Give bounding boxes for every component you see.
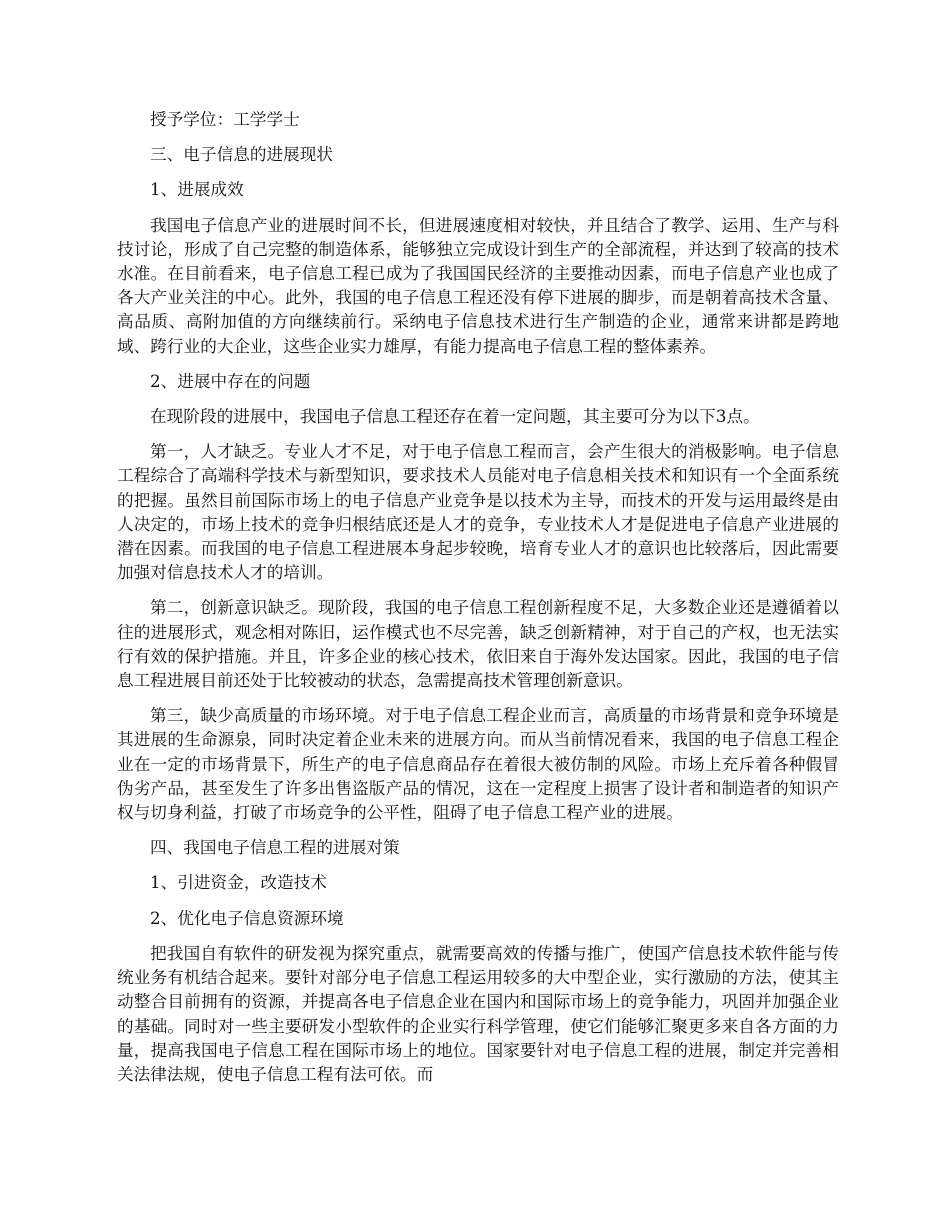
paragraph-market-environment: 第三，缺少高质量的市场环境。对于电子信息工程企业而言，高质量的市场背景和竞争环境是其进展的生命源泉，同时决定着企业未来的进展方向。而从当前情况看来，我国的电子信息工程企业在一定的市场背景下，所生产的电子信息商品存在着很大被仿制的风险。市场上充斥着各种假冒伪劣产品，甚至发生了许多出售盗版产品的情况，这在一定程度上损害了设计者和制造者的知识产权与切身利益，打破了市场竞争的公平性，阻碍了电子信息工程产业的进展。 [117, 706, 839, 823]
paragraph-innovation-lack: 第二，创新意识缺乏。现阶段，我国的电子信息工程创新程度不足，大多数企业还是遵循着以往的进展形式，观念相对陈旧，运作模式也不尽完善，缺乏创新精神，对于自己的产权，也无法实行有效的保护措施。并且，许多企业的核心技术，依旧来自于海外发达国家。因此，我国的电子信息工程进展目前还处于比较被动的状态，急需提高技术管理创新意识。 [117, 598, 839, 691]
subheading-progress-results: 1、进展成效 [150, 180, 244, 200]
paragraph-talent-shortage: 第一，人才缺乏。专业人才不足，对于电子信息工程而言，会产生很大的消极影响。电子信息工程综合了高端科学技术与新型知识，要求技术人员能对电子信息相关技术和知识有一个全面系统的把握。虽然目前国际市场上的电子信息产业竞争是以技术为主导，而技术的开发与运用最终是由人决定的，市场上技术的竞争归根结底还是人才的竞争，专业技术人才是促进电子信息产业进展的潜在因素。而我国的电子信息工程进展本身起步较晚，培育专业人才的意识也比较落后，因此需要加强对信息技术人才的培训。 [117, 442, 839, 583]
document-page [117, 108, 839, 1087]
subheading-existing-problems: 2、进展中存在的问题 [150, 371, 311, 391]
paragraph-problems-intro: 在现阶段的进展中，我国电子信息工程还存在着一定问题，其主要可分为以下3点。 [150, 407, 760, 427]
section-heading-3: 三、电子信息的进展现状 [150, 145, 334, 165]
paragraph-resource-environment: 把我国自有软件的研发视为探究重点，就需要高效的传播与推广，使国产信息技术软件能与传统业务有机结合起来。要针对部分电子信息工程运用较多的大中型企业，实行激励的方法，使其主动整合目前拥有的资源，并提高各电子信息企业在国内和国际市场上的竞争能力，巩固并加强企业的基础。同时对一些主要研发小型软件的企业实行科学管理，使它们能够汇聚更多来自各方面的力量，提高我国电子信息工程在国际市场上的地位。国家要针对电子信息工程的进展，制定并完善相关法律法规，使电子信息工程有法可依。而 [117, 943, 839, 1084]
subheading-resource-environment: 2、优化电子信息资源环境 [150, 908, 344, 928]
subheading-capital-technology: 1、引进资金，改造技术 [150, 873, 328, 893]
section-heading-4: 四、我国电子信息工程的进展对策 [150, 838, 400, 858]
degree-line: 授予学位：工学学士 [150, 110, 300, 129]
paragraph-progress-results: 我国电子信息产业的进展时间不长，但进展速度相对较快，并且结合了教学、运用、生产与科技讨论，形成了自己完整的制造体系，能够独立完成设计到生产的全部流程，并达到了较高的技术水准。在目前看来，电子信息工程已成为了我国国民经济的主要推动因素，而电子信息产业也成了各大产业关注的中心。此外，我国的电子信息工程还没有停下进展的脚步，而是朝着高技术含量、高品质、高附加值的方向继续前行。采纳电子信息技术进行生产制造的企业，通常来讲都是跨地域、跨行业的大企业，这些企业实力雄厚，有能力提高电子信息工程的整体素养。 [117, 215, 839, 356]
